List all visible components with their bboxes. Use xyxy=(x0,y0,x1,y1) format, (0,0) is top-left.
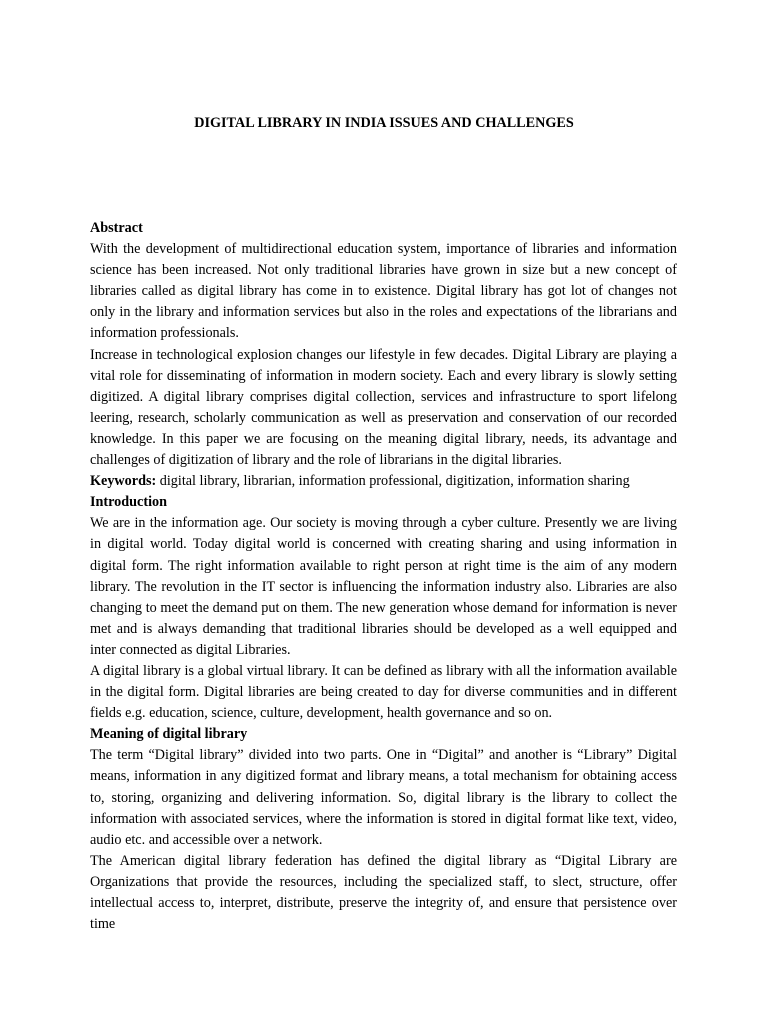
meaning-paragraph-2: The American digital library federation has defined the digital library as “Digital Library are Organizations that provide the resources, including the specialized staff, to slect, structure, offer intellectual access to, interpret, distribute, preserve the integrity of, and ensure that persistence over time xyxy=(90,852,677,933)
document-title: DIGITAL LIBRARY IN INDIA ISSUES AND CHALLENGES xyxy=(194,115,574,131)
introduction-paragraph-2: A digital library is a global virtual library. It can be defined as library with all the information available in the digital form. Digital libraries are being created to day for diverse communities and in different fields e.g. education, science, culture, development, health governance and so on. xyxy=(90,662,677,722)
keywords-text: digital library, librarian, information professional, digitization, information sharing xyxy=(156,473,630,490)
keywords-label: Keywords: xyxy=(90,473,157,490)
introduction-paragraph-1: We are in the information age. Our society is moving through a cyber culture. Presently we are living in digital world. Today digital world is concerned with creating sharing and using information in digital form. The right information available to right person at right time is the aim of any modern library. The revolution in the IT sector is influencing the information industry also. Libraries are also changing to meet the demand put on them. The new generation whose demand for information is never met and is always demanding that traditional libraries should be developed as a well equipped and inter connected as digital Libraries. xyxy=(90,515,677,658)
introduction-heading: Introduction xyxy=(90,494,167,511)
meaning-heading: Meaning of digital library xyxy=(90,726,248,743)
meaning-paragraph-1: The term “Digital library” divided into two parts. One in “Digital” and another is “Library” Digital means, information in any digitized format and library means, a total mechanism for obtaining access to, storing, organizing and delivering information. So, digital library is the library to collect the information with associated services, where the information is stored in digital format like text, video, audio etc. and accessible over a network. xyxy=(90,747,677,848)
document-body xyxy=(90,218,677,935)
abstract-paragraph-2: Increase in technological explosion changes our lifestyle in few decades. Digital Library are playing a vital role for disseminating of information in modern society. Each and every library is slowly setting digitized. A digital library comprises digital collection, services and infrastructure to sport lifelong leering, research, scholarly communication as well as preservation and conservation of our recorded knowledge. In this paper we are focusing on the meaning digital library, needs, its advantage and challenges of digitization of library and the role of librarians in the digital libraries. xyxy=(90,346,677,469)
abstract-paragraph-1: With the development of multidirectional education system, importance of libraries and information science has been increased. Not only traditional libraries have grown in size but a new concept of libraries called as digital library has come in to existence. Digital library has got lot of changes not only in the library and information services but also in the roles and expectations of the librarians and information professionals. xyxy=(90,241,677,342)
keywords-line xyxy=(90,471,677,492)
abstract-heading: Abstract xyxy=(90,220,143,236)
